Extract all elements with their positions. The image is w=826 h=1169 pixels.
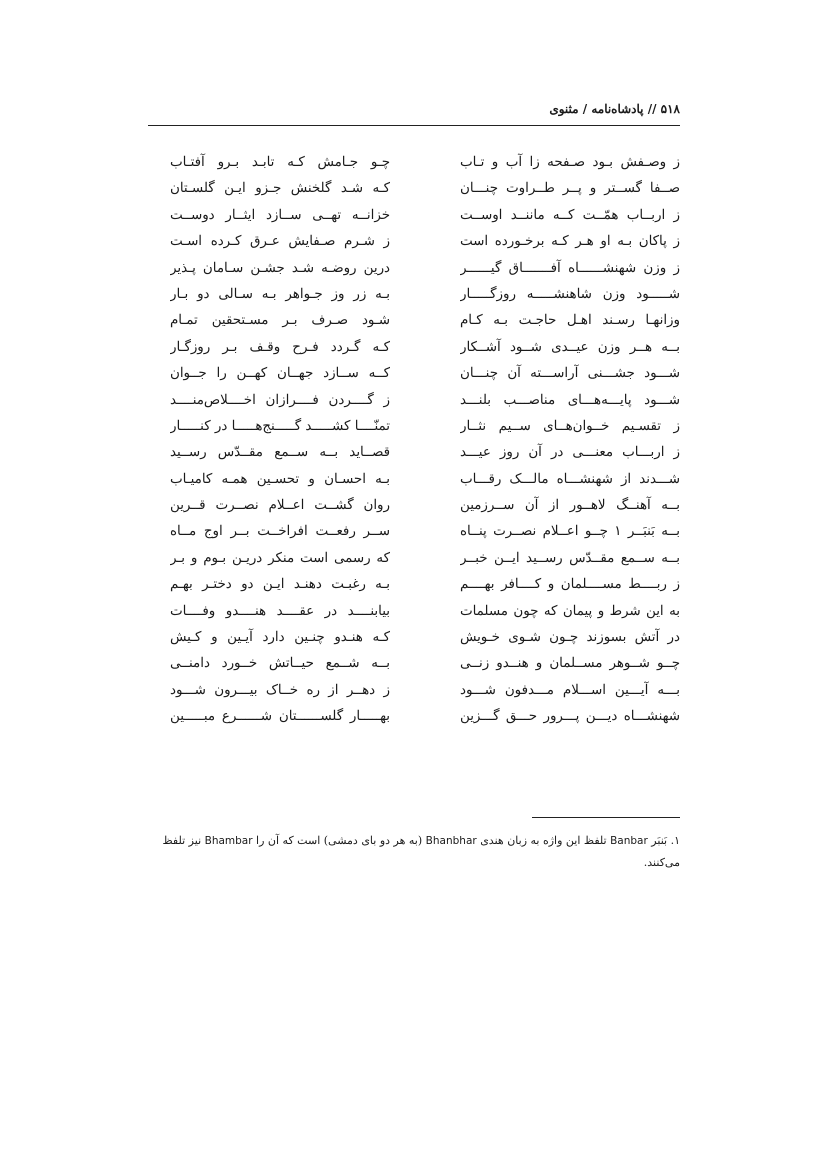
- footnote-text-1: ۱. بَنبَر: [647, 834, 680, 847]
- footnote-text-4: نیز تلفظ می‌کنند.: [162, 834, 680, 869]
- hemistich-left: که رسمی است منکر دریـن بـوم و بـر: [170, 550, 390, 566]
- hemistich-right: ز ربــــط مســــلمان و کــــافر بهــــم: [460, 577, 680, 593]
- hemistich-left: شـود صـرف بـر مسـتحقین تمـام: [170, 313, 390, 329]
- hemistich-left: کـه گـردد فـرح وقـف بـر روزگـار: [170, 339, 390, 355]
- hemistich-left: بـه رغبـت دهنـد ایـن دو دختـر بهـم: [170, 577, 390, 593]
- footnote: [148, 830, 680, 874]
- hemistich-right: بــه بَنبَــر ۱ چــو اعــلام نصــرت پنــاه: [460, 524, 680, 540]
- couplet: [170, 519, 680, 545]
- footnote-latin-1: Banbar: [610, 835, 648, 847]
- hemistich-left: ســر رفعــت افراخــت بــر اوج مــاه: [170, 524, 390, 540]
- hemistich-left: بیابنــــد در عقــــد هنــــدو وفــــات: [170, 603, 390, 619]
- hemistich-left: ز شـرم صـفایش عـرق کـرده اسـت: [170, 234, 390, 250]
- hemistich-left: بــه شــمع حیــاتش خــورد دامنــی: [170, 656, 390, 672]
- hemistich-right: بــه آهنــگ لاهــور از آن ســرزمین: [460, 498, 680, 514]
- hemistich-left: چـو جـامش کـه تابـد بـرو آفتـاب: [170, 155, 390, 170]
- hemistich-right: شـــدند از شهنشـــاه مالـــک رقـــاب: [460, 471, 680, 487]
- hemistich-left: خزانــه تهــی ســازد ایثــار دوســت: [170, 207, 390, 223]
- header-rule: [148, 125, 680, 126]
- hemistich-right: شـــــود وزن شاهنشـــــه روزگـــــار: [460, 286, 680, 302]
- hemistich-right: بــه ســمع مقــدّس رســید ایــن خبــر: [460, 550, 680, 566]
- footnote-latin-3: Bhambar: [204, 835, 253, 847]
- hemistich-left: بـه احسـان و تحسـین همـه کامیـاب: [170, 471, 390, 487]
- hemistich-right: ز تقسـیم خــوان‌هــای ســیم نثــار: [460, 418, 680, 434]
- hemistich-right: ز پاکان بـه او هـر کـه برخـورده است: [460, 234, 680, 250]
- hemistich-left: روان گشــت اعــلام نصــرت قــرین: [170, 498, 390, 514]
- running-title: ۵۱۸ // پادشاه‌نامه / مثنوی: [549, 102, 680, 116]
- couplet: [170, 625, 680, 651]
- hemistich-right: صــفا گســتر و پــر طــراوت چنـــان: [460, 181, 680, 197]
- hemistich-right: ز اربـــاب معنـــی در آن روز عیـــد: [460, 445, 680, 461]
- hemistich-right: چــو شــوهر مســلمان و هنــدو زنــی: [460, 656, 680, 672]
- couplet: [170, 651, 680, 677]
- hemistich-right: شـــود پایـــه‌هـــای مناصـــب بلنـــد: [460, 392, 680, 408]
- hemistich-right: شهنشـــاه دیـــن پـــرور حـــق گـــزین: [460, 709, 680, 725]
- couplet: [170, 572, 680, 598]
- hemistich-left: کـه شـد گلخنش جـزو ایـن گلسـتان: [170, 181, 390, 197]
- hemistich-right: شـــود جشـــنی آراســـته آن چنـــان: [460, 366, 680, 382]
- couplet: [170, 414, 680, 440]
- couplet: [170, 335, 680, 361]
- couplet: [170, 361, 680, 387]
- verse-block: [170, 150, 680, 731]
- couplet: [170, 704, 680, 730]
- couplet: [170, 150, 680, 176]
- couplet: [170, 388, 680, 414]
- couplet: [170, 678, 680, 704]
- hemistich-left: ز گــــردن فــــرازان اخــــلاص‌منــــد: [170, 392, 390, 408]
- hemistich-left: بـه زر وز جـواهر بـه سـالی دو بـار: [170, 286, 390, 302]
- couplet: [170, 546, 680, 572]
- hemistich-left: کـه هنـدو چنـین دارد آیـین و کـیش: [170, 630, 390, 646]
- couplet: [170, 599, 680, 625]
- hemistich-right: در آتش بسوزند چـون شـوی خـویش: [460, 630, 680, 646]
- hemistich-right: ز وزن شهنشــــــاه آفـــــــاق گیــــــر: [460, 260, 680, 276]
- couplet: [170, 229, 680, 255]
- hemistich-left: درین روضـه شـد جشـن سـامان پـذیر: [170, 260, 390, 276]
- hemistich-left: کــه ســازد جهــان کهــن را جــوان: [170, 366, 390, 382]
- hemistich-left: ز دهــر از ره خــاک بیـــرون شـــود: [170, 682, 390, 698]
- footnote-text-3: (به هر دو بای دمشی) است که آن را: [252, 834, 426, 847]
- footnote-text-2: تلفظ این واژه به زبان هندی: [476, 834, 611, 847]
- couplet: [170, 256, 680, 282]
- hemistich-right: ز وصـفش بـود صـفحه زا آب و تـاب: [460, 155, 680, 170]
- couplet: [170, 203, 680, 229]
- couplet: [170, 440, 680, 466]
- footnote-latin-2: Bhanbhar: [425, 835, 477, 847]
- hemistich-right: بـــه آیـــین اســـلام مـــدفون شـــود: [460, 682, 680, 698]
- couplet: [170, 467, 680, 493]
- hemistich-right: وزانهـا رسـند اهـل حاجـت بـه کـام: [460, 313, 680, 329]
- hemistich-right: ز اربــاب همّــت کــه ماننــد اوســت: [460, 207, 680, 223]
- footnote-rule: [532, 817, 680, 818]
- couplet: [170, 308, 680, 334]
- hemistich-left: قصــاید بــه ســمع مقــدّس رســید: [170, 445, 390, 461]
- hemistich-left: بهـــــار گلســــــتان شــــــرع مبـــــین: [170, 709, 390, 725]
- hemistich-left: تمنّــــا کشـــــد گـــــنج‌هـــــا در کنـــــار: [170, 418, 390, 434]
- couplet: [170, 176, 680, 202]
- couplet: [170, 282, 680, 308]
- couplet: [170, 493, 680, 519]
- hemistich-right: بــه هــر وزن عیــدی شــود آشــکار: [460, 339, 680, 355]
- running-header: [148, 98, 680, 122]
- hemistich-right: به این شرط و پیمان که چون مسلمات: [460, 603, 680, 619]
